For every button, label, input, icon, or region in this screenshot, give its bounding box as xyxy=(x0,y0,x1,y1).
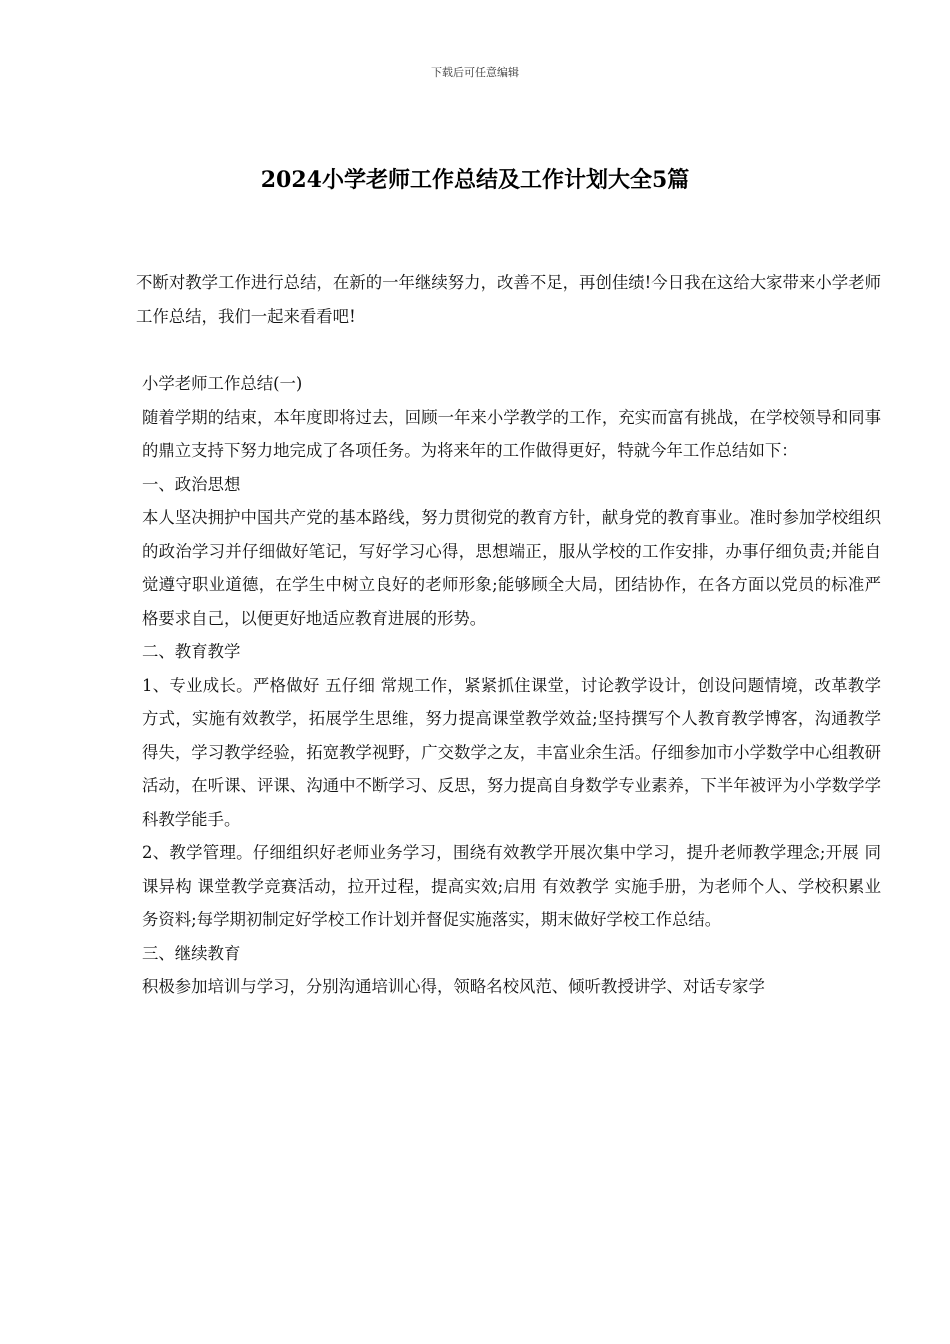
document-title: 2024小学老师工作总结及工作计划大全5篇 xyxy=(260,167,690,193)
document-body xyxy=(136,266,881,1004)
header-note: 下载后可任意编辑 xyxy=(431,66,519,79)
section-title: 小学老师工作总结(一) xyxy=(142,374,303,393)
intro-paragraph: 不断对教学工作进行总结，在新的一年继续努力，改善不足，再创佳绩!今日我在这给大家带来小学老师工作总结，我们一起来看看吧! xyxy=(136,273,881,326)
paragraph-2: 本人坚决拥护中国共产党的基本路线，努力贯彻党的教育方针，献身党的教育事业。准时参加学校组织的政治学习并仔细做好笔记，写好学习心得，思想端正，服从学校的工作安排，办事仔细负责;并能自觉遵守职业道德，在学生中树立良好的老师形象;能够顾全大局，团结协作，在各方面以党员的标准严格要求自己，以便更好地适应教育进展的形势。 xyxy=(142,508,881,628)
paragraph-5: 积极参加培训与学习，分别沟通培训心得，领略名校风范、倾听教授讲学、对话专家学 xyxy=(142,977,765,996)
heading-teaching: 二、教育教学 xyxy=(142,642,241,661)
heading-continuing-education: 三、继续教育 xyxy=(142,943,241,963)
paragraph-4: 2、教学管理。仔细组织好老师业务学习，围绕有效教学开展次集中学习，提升老师教学理念;开展 同课异构 课堂教学竞赛活动，拉开过程，提高实效;启用 有效教学 实施手册，为老师个人、学校积累业务资料;每学期初制定好学校工作计划并督促实施落实，期末做好学校工作总结。 xyxy=(142,843,881,929)
paragraph-3: 1、专业成长。严格做好 五仔细 常规工作，紧紧抓住课堂，讨论教学设计，创设问题情境，改革教学方式，实施有效教学，拓展学生思维，努力提高课堂教学效益;坚持撰写个人教育教学博客，沟通教学得失，学习教学经验，拓宽教学视野，广交数学之友，丰富业余生活。仔细参加市小学数学中心组教研活动，在听课、评课、沟通中不断学习、反思，努力提高自身数学专业素养，下半年被评为小学数学学科教学能手。 xyxy=(142,675,881,829)
paragraph-1: 随着学期的结束，本年度即将过去，回顾一年来小学教学的工作，充实而富有挑战，在学校领导和同事的鼎立支持下努力地完成了各项任务。为将来年的工作做得更好，特就今年工作总结如下： xyxy=(142,407,881,460)
heading-politics: 一、政治思想 xyxy=(142,474,241,494)
